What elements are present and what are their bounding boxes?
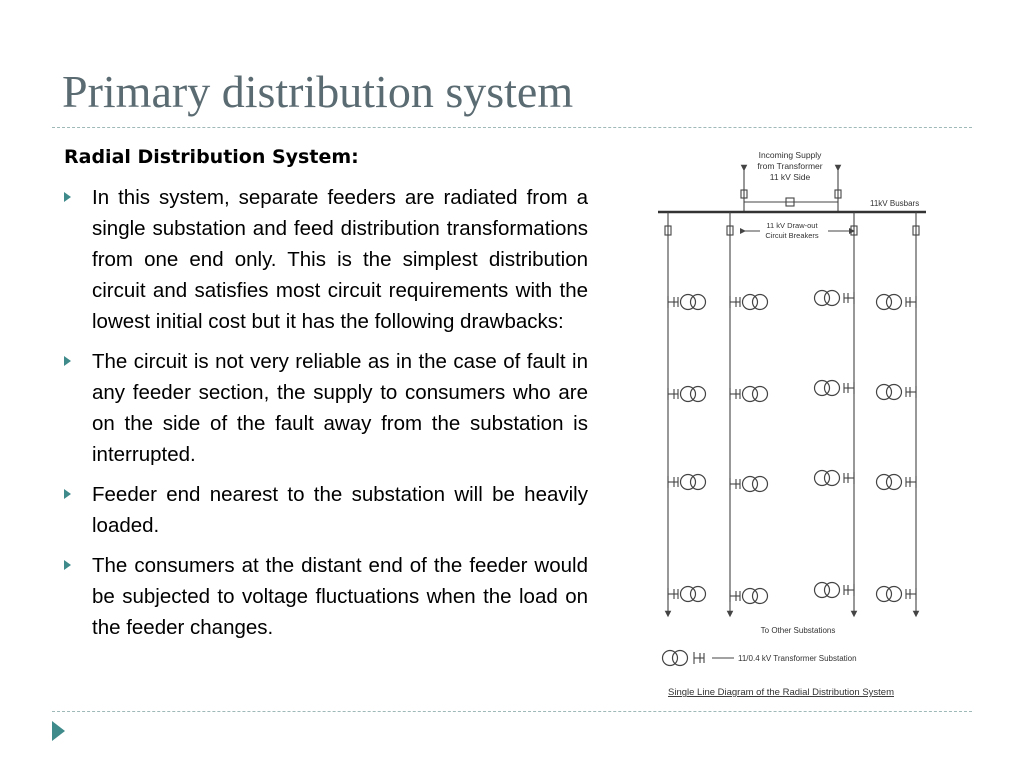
section-heading: Radial Distribution System: [64,146,359,168]
footer-divider [52,711,972,712]
breakers-label-line: Circuit Breakers [765,231,819,240]
bullet-arrow-icon [64,560,71,570]
footer-arrow-icon [52,721,65,741]
busbar-label: 11kV Busbars [870,199,920,208]
to-other-substations-label: To Other Substations [760,626,836,635]
bullet-list [64,182,588,652]
incoming-supply-label-line: Incoming Supply [758,150,822,160]
bullet-item [64,479,588,541]
slide-title: Primary distribution system [62,66,574,117]
bullet-item [64,346,588,470]
bullet-arrow-icon [64,489,71,499]
transformer-substations [668,291,916,604]
breakers-label-line: 11 kV Draw-out [766,221,818,230]
bullet-text: In this system, separate feeders are radiated from a single substation and feed distribution transformations from one end only. This is the simplest distribution circuit and satisfies most circuit requirements with the lowest initial cost but it has the following drawbacks: [92,186,588,333]
diagram-caption: Single Line Diagram of the Radial Distribution System [668,687,894,698]
incoming-supply-label-line: 11 kV Side [769,172,811,182]
bullet-arrow-icon [64,356,71,366]
bullet-item [64,182,588,337]
bullet-text: The consumers at the distant end of the feeder would be subjected to voltage fluctuations when the load on the feeder changes. [92,554,588,639]
bullet-item [64,550,588,643]
bullet-text: Feeder end nearest to the substation will be heavily loaded. [92,483,588,537]
radial-distribution-diagram [648,144,948,704]
legend-label: 11/0.4 kV Transformer Substation [738,654,857,663]
bullet-text: The circuit is not very reliable as in the case of fault in any feeder section, the supply to consumers who are on the side of the fault away from the substation is interrupted. [92,350,588,466]
feeder-lines [665,212,919,614]
bullet-arrow-icon [64,192,71,202]
incoming-supply-label-line: from Transformer [757,161,823,171]
title-divider [52,127,972,128]
legend-transformer-symbol [663,651,735,666]
